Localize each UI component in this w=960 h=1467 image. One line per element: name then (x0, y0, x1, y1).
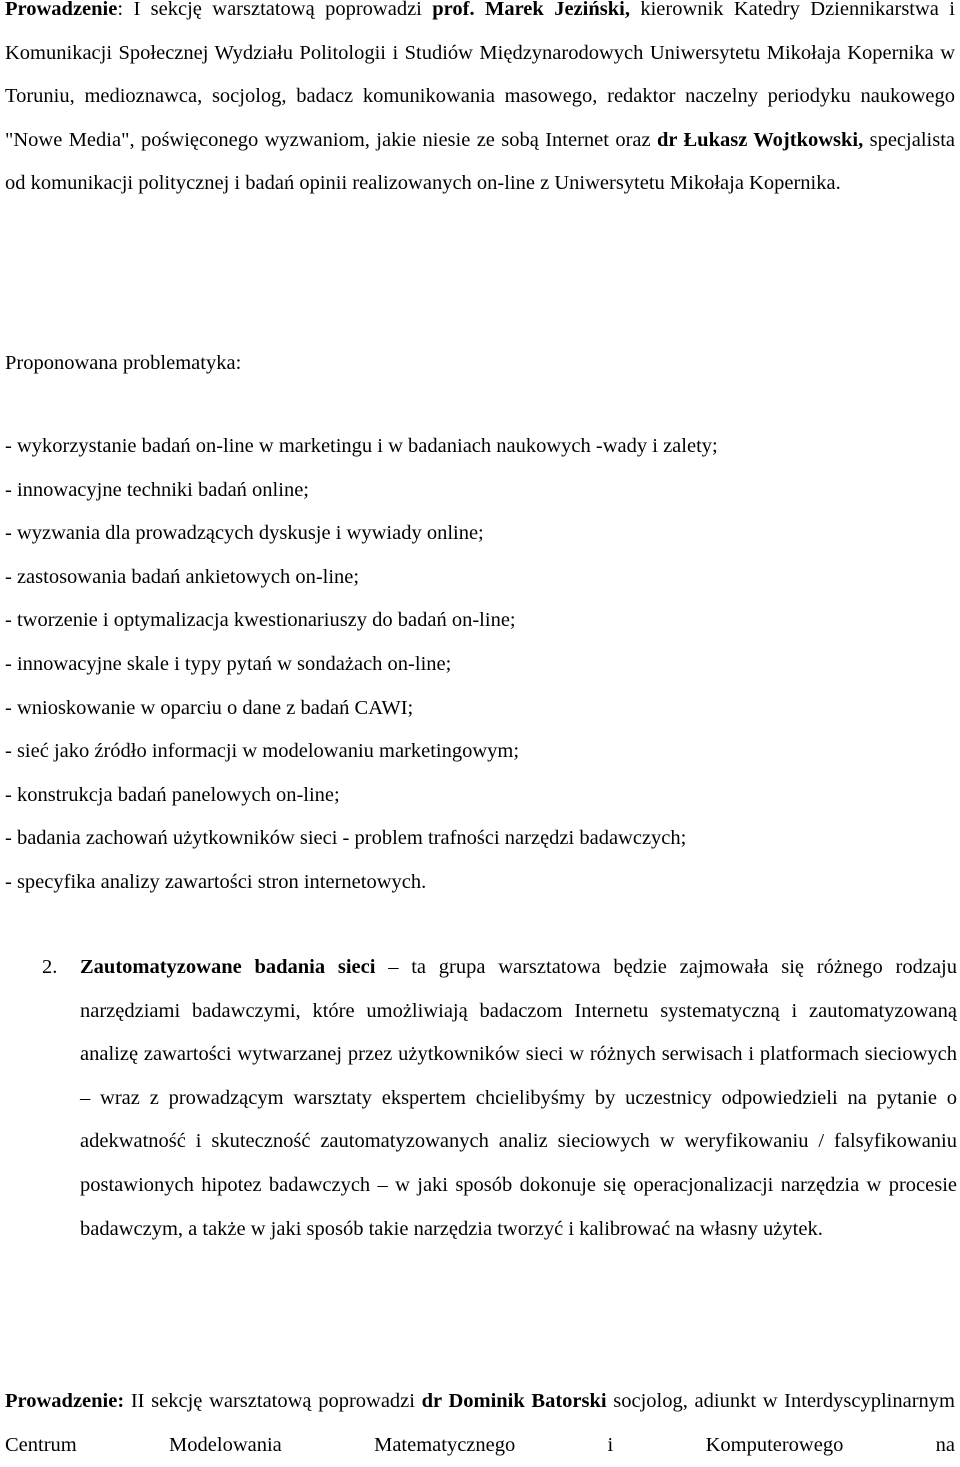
topics-heading: Proponowana problematyka: (5, 352, 242, 374)
intro-text-2: kierownik Katedry Dziennikarstwa i Komunikacji Społecznej Wydziału Politologii i Studiów Międzynarodowych Uniwersytetu Mikołaja Kopernika w Toruniu, medioznawca, socjolog, badacz komunikowania masowego, redaktor naczelny periodyku naukowego "Nowe Media", poświęconego wyzwaniom, jakie niesie ze sobą Internet oraz (5, 0, 955, 151)
topic-item: - wykorzystanie badań on-line w marketingu i w badaniach naukowych -wady i zalety; (5, 435, 718, 457)
topic-item: - sieć jako źródło informacji w modelowaniu marketingowym; (5, 740, 520, 763)
leader-name-3: dr Dominik Batorski (421, 1390, 607, 1412)
intro-paragraph-section-1 (5, 0, 955, 206)
topic-item: - innowacyjne skale i typy pytań w sondażach on-line; (5, 652, 452, 675)
item-2-title: Zautomatyzowane badania sieci (80, 956, 376, 978)
topic-item: - zastosowania badań ankietowych on-line; (5, 565, 360, 588)
intro-text-1: : I sekcję warsztatową poprowadzi (117, 0, 433, 20)
intro-text-3: specjalista od komunikacji politycznej i badań opinii realizowanych on-line z Uniwersytetu Mikołaja Kopernika. (5, 128, 955, 195)
leader-name-2: dr Łukasz Wojtkowski, (656, 128, 864, 151)
item-number: 2. (42, 956, 58, 978)
lead-label-2: Prowadzenie: (5, 1390, 125, 1412)
topic-item: - badania zachowań użytkowników sieci - problem trafności narzędzi badawczych; (5, 827, 687, 850)
section-2-text-1: II sekcję warsztatową poprowadzi (124, 1390, 422, 1412)
topic-item: - wnioskowanie w oparciu o dane z badań CAWI; (5, 696, 414, 719)
section-2-text-2: socjolog, adiunkt w Interdyscyplinarnym Centrum Modelowania Matematycznego i Komputerowego na (5, 1390, 955, 1456)
item-2-body (80, 946, 957, 1251)
item-2-text: – ta grupa warsztatowa będzie zajmowała się różnego rodzaju narzędziami badawczymi, które umożliwiają badaczom Internetu systematyczną i zautomatyzowaną analizę zawartości wytwarzanej przez użytkowników sieci w różnych serwisach i platformach sieciowych – wraz z prowadzącym warsztaty ekspertem chcielibyśmy by uczestnicy odpowiedzieli na pytanie o adekwatność i skuteczność zautomatyzowanych analiz sieciowych w weryfikowaniu / falsyfikowaniu postawionych hipotez badawczych – w jaki sposób dokonuje się operacjonalizacji narzędzia w procesie badawczym, a także w jaki sposób takie narzędzia tworzyć i kalibrować na własny użytek. (80, 956, 957, 1240)
topics-list (5, 425, 955, 905)
topic-item: - tworzenie i optymalizacja kwestionariuszy do badań on-line; (5, 609, 516, 632)
intro-paragraph-section-2 (5, 1380, 955, 1467)
topic-item: - specyfika analizy zawartości stron internetowych. (5, 870, 427, 893)
leader-name-1: prof. Marek Jeziński, (432, 0, 630, 20)
topic-item: - innowacyjne techniki badań online; (5, 478, 309, 501)
lead-label: Prowadzenie (5, 0, 118, 20)
topic-item: - wyzwania dla prowadzących dyskusje i wywiady online; (5, 522, 484, 545)
topic-item: - konstrukcja badań panelowych on-line; (5, 783, 340, 806)
